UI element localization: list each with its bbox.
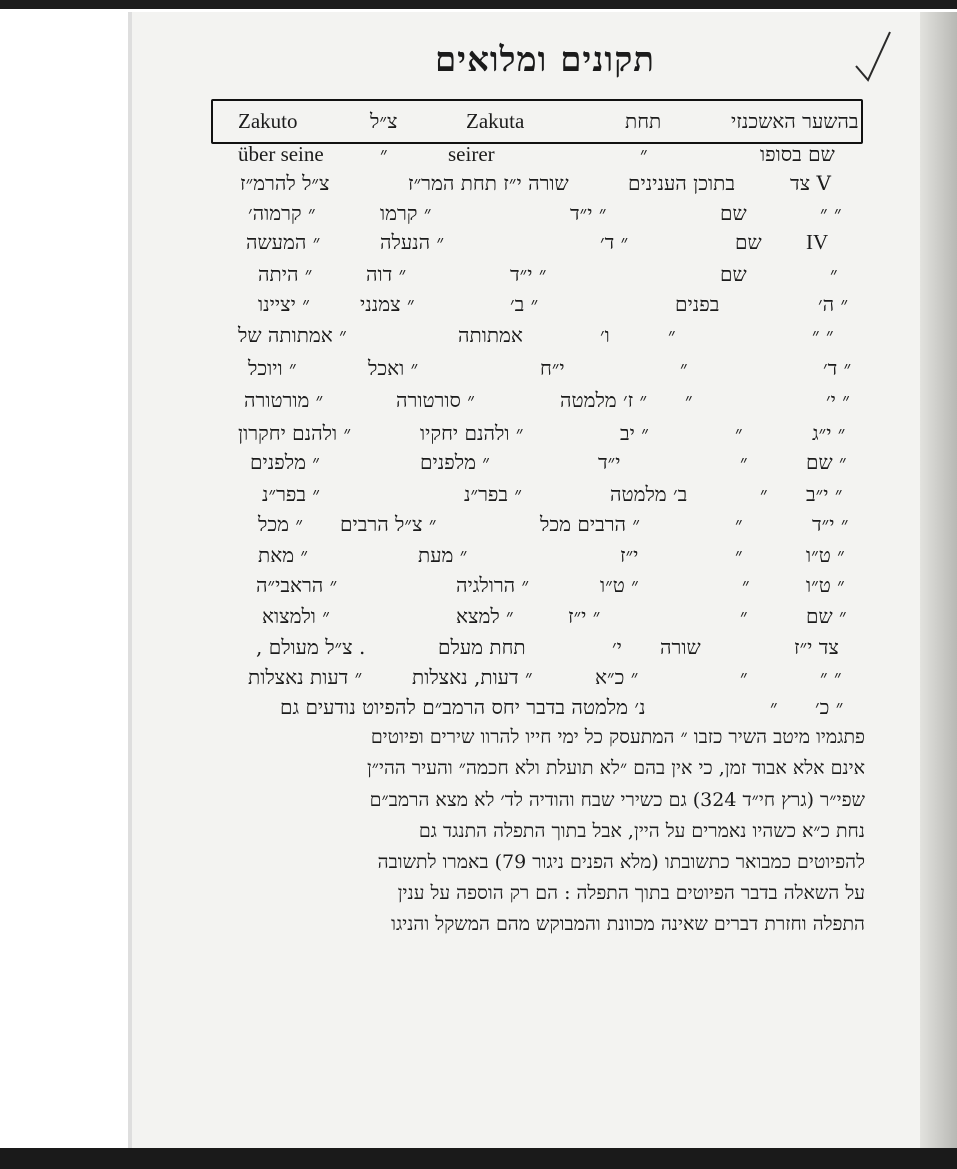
cell-correct: ״ בפר״נ	[262, 482, 320, 506]
cell-location: ״ ״	[820, 201, 842, 225]
cell-location: ״ י״ד	[812, 512, 849, 536]
cell-wrong: ״ קרמו	[380, 201, 432, 225]
cell-correct: ״ ולהנם יחקרון	[238, 421, 352, 445]
cell-wrong: ״ בפר״נ	[464, 482, 522, 506]
paragraph-line: אינם אלא אבוד זמן, כי אין בהם ״לא תועלת ולא חכמה״ והעיר ההי״ן	[366, 757, 865, 779]
cell-correct: ״ קרמוה׳	[248, 201, 316, 225]
cell-location: ״ ט״ו	[806, 573, 845, 597]
cell-location: צד V	[790, 171, 831, 195]
cell-line: ״	[735, 543, 743, 567]
cell-line: ״	[668, 323, 676, 347]
cell-wrong: ״ צמנני	[360, 292, 415, 316]
cell-correct: ״ הראבי״ה	[256, 573, 338, 597]
paragraph-line: על השאלה בדבר הפיוטים בתוך התפלה : הם רק הוספה על ענין	[397, 882, 865, 904]
cell-wrong: ״ צ״ל הרבים	[340, 512, 437, 536]
cell-correct: ״ ולמצוא	[262, 604, 330, 628]
cell-wrong: ״ למצא	[456, 604, 514, 628]
paragraph-line: פתגמיו מיטב השיר כזבו ״ המתעסק כל ימי חייו להרוו שירים ופיוטים	[370, 726, 865, 748]
cell-wrong: ״ דוה	[366, 262, 407, 286]
cell-ref: ו׳	[600, 323, 610, 347]
cell-wrong: Zakuta	[466, 109, 525, 133]
cell-ref: י״ז	[620, 543, 639, 567]
cell-read: צ״ל	[370, 109, 398, 133]
cell-line: ״	[742, 573, 750, 597]
cell-correct: ״ מאת	[258, 543, 309, 567]
cell-line: תחת	[625, 109, 662, 133]
cell-ref: י״ח	[540, 356, 565, 380]
cell-line: ״	[770, 695, 778, 719]
cell-line: ״	[640, 142, 648, 166]
cell-location: ״ שם	[806, 604, 847, 628]
cell-ref: ״ ד׳	[600, 230, 629, 254]
cell-location: IV	[806, 230, 829, 254]
paragraph-line: נחת כ״א כשהיו נאמרים על היין, אבל בתוך התפלה התנגד גם	[418, 820, 865, 842]
cell-correct: ״ מלפנים	[250, 450, 320, 474]
cell-line: ״	[735, 421, 743, 445]
cell-ref: ״ ז׳ מלמטה	[560, 388, 648, 412]
cell-correct: über seine	[238, 142, 324, 166]
cell-line: בתוכן הענינים	[628, 171, 735, 195]
cell-line: ״	[740, 604, 748, 628]
cell-line: ״	[740, 665, 748, 689]
cell-ref: י״ד	[598, 450, 621, 474]
cell-location: ״ ״	[812, 323, 834, 347]
cell-location: ״ י״ג	[812, 421, 846, 445]
cell-ref: ״ ט״ו	[600, 573, 639, 597]
cell-ref: ״ י״ד	[510, 262, 547, 286]
paragraph-line: שפי״ר (גרץ חי״ד 324) גם כשירי שבח והודיה לד׳ לא מצא הרמב״ם	[369, 789, 865, 811]
cell-correct: ״ ויוכל	[248, 356, 297, 380]
cell-line: שם	[720, 201, 747, 225]
cell-wrong: ״ סורטורה	[396, 388, 475, 412]
cell-ref: ״ ב׳	[510, 292, 539, 316]
cell-location: ״ י׳	[826, 388, 850, 412]
cell-wrong: seirer	[448, 142, 495, 166]
cell-ref: ב׳ מלמטה	[610, 482, 688, 506]
page-left-edge	[128, 12, 132, 1148]
paragraph-line: להפיוטים כמבואר כתשובתו (מלא הפנים ניגור 79) באמרו לתשובה	[377, 851, 865, 873]
cell-correct: ״ היתה	[258, 262, 313, 286]
cell-location: ״ ד׳	[823, 356, 852, 380]
cell-line: שם	[735, 230, 762, 254]
cell-ref: ״ הרבים מכל	[540, 512, 640, 536]
cell-wrong: ״ ולהנם יחקיו	[420, 421, 524, 445]
cell-line: ״	[735, 512, 743, 536]
cell-wrong: ״ דעות, נאצלות	[412, 665, 533, 689]
cell-correct: ״ מורטורה	[244, 388, 324, 412]
cell-location: ״ י״ב	[806, 482, 843, 506]
cell-location: ״	[830, 262, 838, 286]
cell-wrong: שורה י״ז תחת המר״ז	[408, 171, 569, 195]
cell-line: ״	[680, 356, 688, 380]
cell-wrong: ״ מלפנים	[420, 450, 490, 474]
cell-correct: ״ דעות נאצלות	[248, 665, 363, 689]
cell-location: ״ שם	[806, 450, 847, 474]
paragraph-line: התפלה וחזרת דברים שאינה מכוונת והמבוקש מהם המשקל והניגו	[391, 913, 865, 935]
cell-line: שם	[720, 262, 747, 286]
cell-correct: , צ״ל מעולם .	[256, 635, 366, 659]
cell-wrong: אמתותה	[458, 323, 523, 347]
page-title: תקונים ומלואים	[434, 40, 656, 80]
cell-correct: ״ המעשה	[246, 230, 321, 254]
cell-ref: ״ יב	[620, 421, 649, 445]
scan-top-edge	[0, 0, 957, 9]
cell-location: ״ ה׳	[818, 292, 849, 316]
cell-wrong: תחת מעלם	[438, 635, 526, 659]
cell-wrong: ״ מעת	[418, 543, 468, 567]
cell-location: צד י״ז	[794, 635, 839, 659]
cell-wrong: ״ הנעלה	[380, 230, 445, 254]
cell-line: ״	[760, 482, 768, 506]
cell-correct: ״ אמתותה של	[238, 323, 347, 347]
cell-wrong: ״ ואכל	[368, 356, 419, 380]
cell-ref: ״ י״ז	[568, 604, 601, 628]
cell-location: ״ כ׳	[815, 695, 844, 719]
cell-correct: ״ יציינו	[258, 292, 310, 316]
cell-location: בהשער האשכנזי	[731, 109, 859, 133]
cell-ref: ״ י״ד	[570, 201, 607, 225]
cell-location: ״ ט״ו	[806, 543, 845, 567]
cell-line: ״	[685, 388, 693, 412]
cell-note: נ׳ מלמטה בדבר יחס הרמב״ם להפיוט נודעים גם	[280, 695, 646, 719]
cell-location: שם בסופו	[760, 142, 835, 166]
cell-read: ״	[380, 142, 388, 166]
cell-wrong: ״ הרולגיה	[456, 573, 530, 597]
cell-correct: צ״ל להרמ״ז	[240, 171, 330, 195]
cell-line: בפנים	[675, 292, 720, 316]
cell-ref: י׳	[612, 635, 622, 659]
cell-correct: Zakuto	[238, 109, 298, 133]
handwritten-check-icon	[850, 28, 900, 88]
cell-line: ״	[740, 450, 748, 474]
cell-correct: ״ מכל	[258, 512, 303, 536]
scan-bottom-edge	[0, 1148, 957, 1169]
cell-ref: ״ כ״א	[595, 665, 639, 689]
cell-location: ״ ״	[820, 665, 842, 689]
cell-line: שורה	[660, 635, 701, 659]
page-right-shadow	[920, 12, 957, 1148]
